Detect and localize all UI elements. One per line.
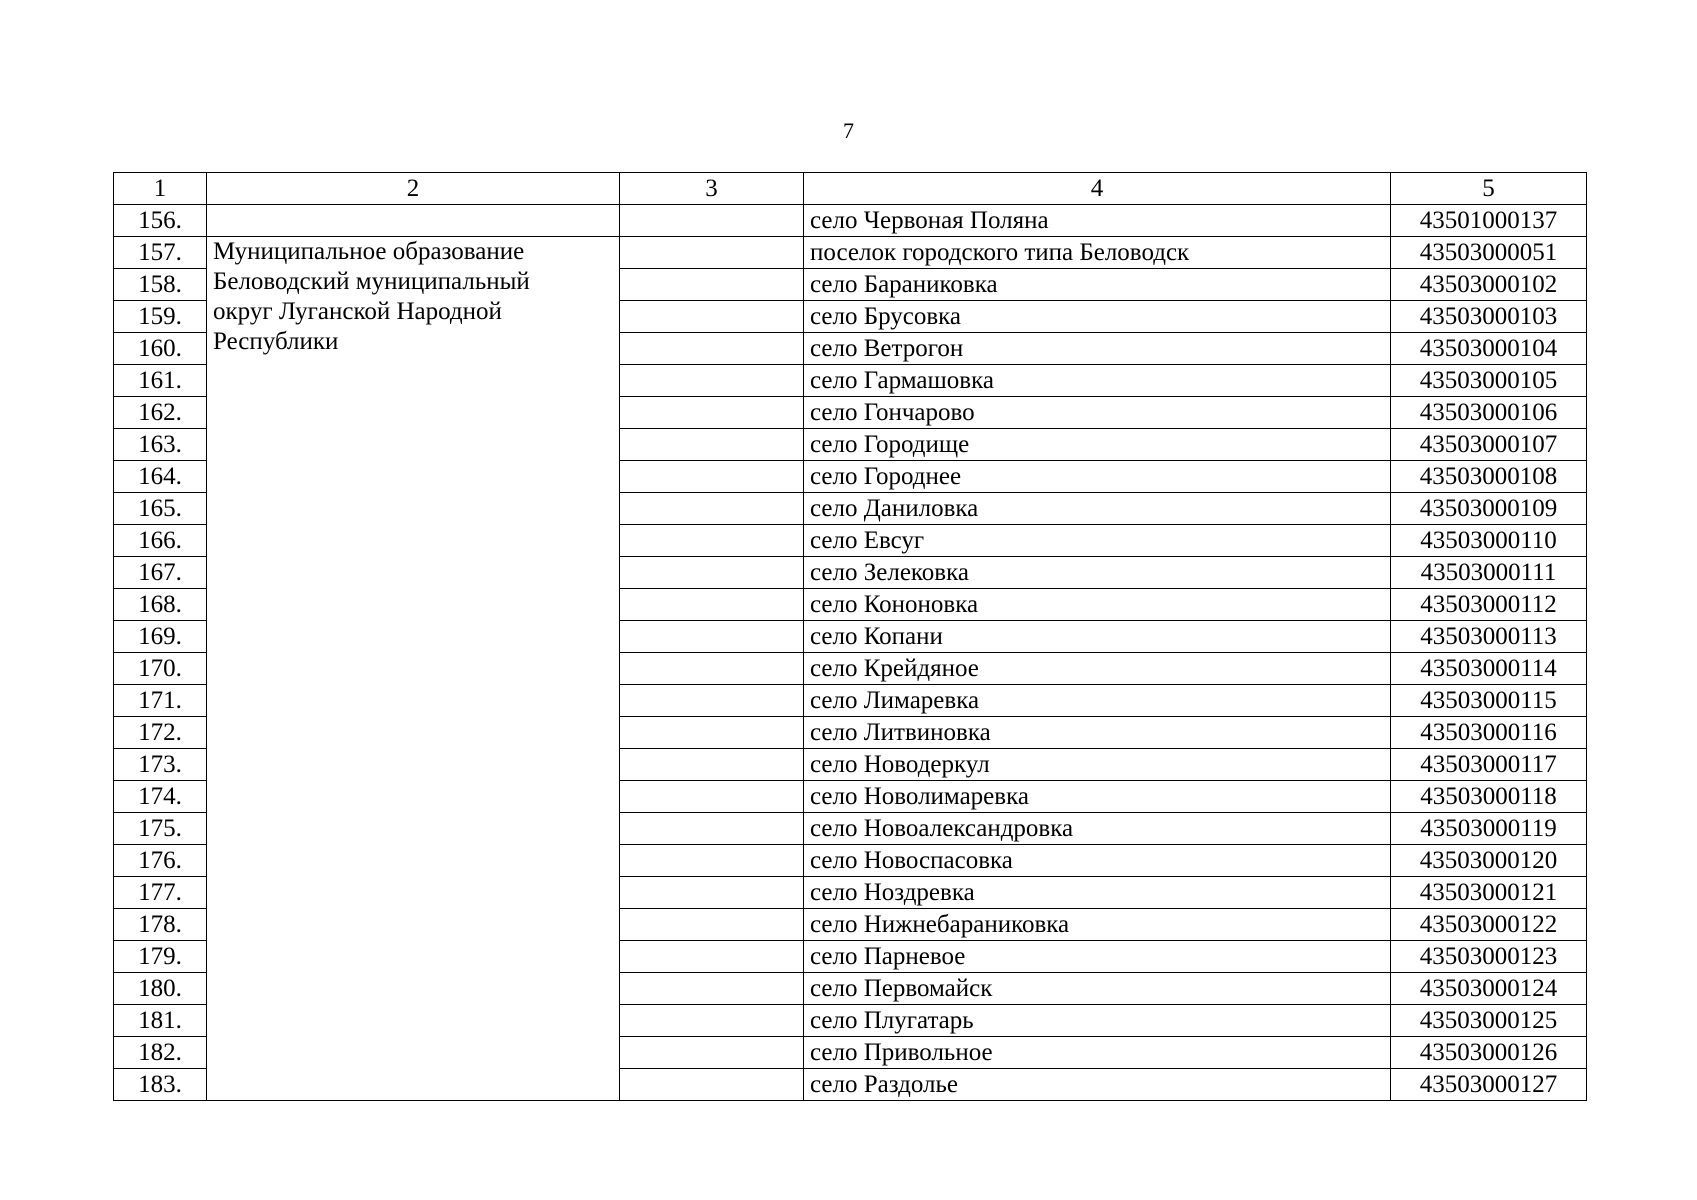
- oktmo-code: 43503000121: [1391, 877, 1587, 909]
- row-number: 168.: [114, 589, 207, 621]
- settlement-name: село Крейдяное: [804, 653, 1391, 685]
- oktmo-code: 43503000125: [1391, 1005, 1587, 1037]
- settlement-name: село Евсуг: [804, 525, 1391, 557]
- oktmo-code: 43503000102: [1391, 269, 1587, 301]
- settlement-name: село Лимаревка: [804, 685, 1391, 717]
- settlement-name: село Новолимаревка: [804, 781, 1391, 813]
- column-3-cell: [620, 653, 804, 685]
- row-number: 173.: [114, 749, 207, 781]
- oktmo-code: 43503000108: [1391, 461, 1587, 493]
- row-number: 157.: [114, 237, 207, 269]
- oktmo-code: 43503000116: [1391, 717, 1587, 749]
- municipality-name-line: округ Луганской Народной: [213, 298, 502, 325]
- row-number: 183.: [114, 1069, 207, 1101]
- row-number: 159.: [114, 301, 207, 333]
- column-3-cell: [620, 1037, 804, 1069]
- column-header-4: 4: [804, 173, 1391, 205]
- column-header-5: 5: [1391, 173, 1587, 205]
- oktmo-code: 43503000119: [1391, 813, 1587, 845]
- oktmo-code: 43503000051: [1391, 237, 1587, 269]
- municipality-cell: [207, 237, 620, 1101]
- column-3-cell: [620, 237, 804, 269]
- table-row: [114, 237, 1587, 269]
- column-3-cell: [620, 1005, 804, 1037]
- row-number: 182.: [114, 1037, 207, 1069]
- settlement-name: село Новоалександровка: [804, 813, 1391, 845]
- row-number: 169.: [114, 621, 207, 653]
- settlement-name: село Червоная Поляна: [804, 205, 1391, 237]
- settlement-name: село Бараниковка: [804, 269, 1391, 301]
- row-number: 158.: [114, 269, 207, 301]
- table-row: [114, 205, 1587, 237]
- row-number: 171.: [114, 685, 207, 717]
- row-number: 162.: [114, 397, 207, 429]
- row-number: 179.: [114, 941, 207, 973]
- column-3-cell: [620, 557, 804, 589]
- table-header-row: [114, 173, 1587, 205]
- column-header-2: 2: [207, 173, 620, 205]
- row-number: 160.: [114, 333, 207, 365]
- row-number: 181.: [114, 1005, 207, 1037]
- column-3-cell: [620, 365, 804, 397]
- settlement-name: село Парневое: [804, 941, 1391, 973]
- column-3-cell: [620, 493, 804, 525]
- oktmo-code: 43503000106: [1391, 397, 1587, 429]
- column-3-cell: [620, 301, 804, 333]
- column-header-1: 1: [114, 173, 207, 205]
- row-number: 166.: [114, 525, 207, 557]
- oktmo-code: 43503000111: [1391, 557, 1587, 589]
- settlement-name: село Городище: [804, 429, 1391, 461]
- column-3-cell: [620, 205, 804, 237]
- column-3-cell: [620, 717, 804, 749]
- municipality-cell: [207, 205, 620, 237]
- column-3-cell: [620, 749, 804, 781]
- settlement-name: село Даниловка: [804, 493, 1391, 525]
- column-3-cell: [620, 461, 804, 493]
- oktmo-code: 43503000110: [1391, 525, 1587, 557]
- row-number: 161.: [114, 365, 207, 397]
- column-3-cell: [620, 685, 804, 717]
- settlement-name: село Копани: [804, 621, 1391, 653]
- column-3-cell: [620, 525, 804, 557]
- municipality-name-line: Муниципальное образование: [213, 238, 525, 265]
- settlement-name: село Гармашовка: [804, 365, 1391, 397]
- oktmo-code: 43503000118: [1391, 781, 1587, 813]
- oktmo-code: 43503000120: [1391, 845, 1587, 877]
- settlement-name: село Раздолье: [804, 1069, 1391, 1101]
- settlement-name: поселок городского типа Беловодск: [804, 237, 1391, 269]
- oktmo-code: 43503000109: [1391, 493, 1587, 525]
- column-3-cell: [620, 813, 804, 845]
- settlement-name: село Зелековка: [804, 557, 1391, 589]
- oktmo-code: 43503000113: [1391, 621, 1587, 653]
- column-3-cell: [620, 909, 804, 941]
- settlement-name: село Городнее: [804, 461, 1391, 493]
- column-3-cell: [620, 333, 804, 365]
- oktmo-code: 43503000124: [1391, 973, 1587, 1005]
- oktmo-code: 43503000105: [1391, 365, 1587, 397]
- column-header-3: 3: [620, 173, 804, 205]
- row-number: 164.: [114, 461, 207, 493]
- row-number: 172.: [114, 717, 207, 749]
- column-3-cell: [620, 589, 804, 621]
- column-3-cell: [620, 429, 804, 461]
- oktmo-code: 43501000137: [1391, 205, 1587, 237]
- page-number: 7: [843, 118, 854, 143]
- row-number: 165.: [114, 493, 207, 525]
- oktmo-code: 43503000127: [1391, 1069, 1587, 1101]
- column-3-cell: [620, 845, 804, 877]
- row-number: 163.: [114, 429, 207, 461]
- settlement-name: село Брусовка: [804, 301, 1391, 333]
- column-3-cell: [620, 269, 804, 301]
- row-number: 175.: [114, 813, 207, 845]
- table-body: [114, 205, 1587, 1101]
- settlements-table: [113, 172, 1587, 1101]
- settlement-name: село Плугатарь: [804, 1005, 1391, 1037]
- row-number: 167.: [114, 557, 207, 589]
- oktmo-code: 43503000104: [1391, 333, 1587, 365]
- settlement-name: село Гончарово: [804, 397, 1391, 429]
- settlement-name: село Кононовка: [804, 589, 1391, 621]
- column-3-cell: [620, 397, 804, 429]
- settlement-name: село Литвиновка: [804, 717, 1391, 749]
- municipality-name-line: Республики: [213, 328, 339, 355]
- column-3-cell: [620, 877, 804, 909]
- oktmo-code: 43503000117: [1391, 749, 1587, 781]
- settlement-name: село Первомайск: [804, 973, 1391, 1005]
- column-3-cell: [620, 781, 804, 813]
- settlement-name: село Привольное: [804, 1037, 1391, 1069]
- row-number: 176.: [114, 845, 207, 877]
- oktmo-code: 43503000122: [1391, 909, 1587, 941]
- oktmo-code: 43503000115: [1391, 685, 1587, 717]
- column-3-cell: [620, 973, 804, 1005]
- column-3-cell: [620, 941, 804, 973]
- column-3-cell: [620, 621, 804, 653]
- oktmo-code: 43503000123: [1391, 941, 1587, 973]
- row-number: 177.: [114, 877, 207, 909]
- settlement-name: село Новодеркул: [804, 749, 1391, 781]
- settlement-name: село Ноздревка: [804, 877, 1391, 909]
- settlement-name: село Нижнебараниковка: [804, 909, 1391, 941]
- column-3-cell: [620, 1069, 804, 1101]
- row-number: 156.: [114, 205, 207, 237]
- row-number: 174.: [114, 781, 207, 813]
- municipality-name-line: Беловодский муниципальный: [213, 268, 530, 295]
- row-number: 178.: [114, 909, 207, 941]
- settlement-name: село Новоспасовка: [804, 845, 1391, 877]
- oktmo-code: 43503000114: [1391, 653, 1587, 685]
- oktmo-code: 43503000112: [1391, 589, 1587, 621]
- oktmo-code: 43503000103: [1391, 301, 1587, 333]
- settlement-name: село Ветрогон: [804, 333, 1391, 365]
- row-number: 170.: [114, 653, 207, 685]
- oktmo-code: 43503000126: [1391, 1037, 1587, 1069]
- oktmo-code: 43503000107: [1391, 429, 1587, 461]
- row-number: 180.: [114, 973, 207, 1005]
